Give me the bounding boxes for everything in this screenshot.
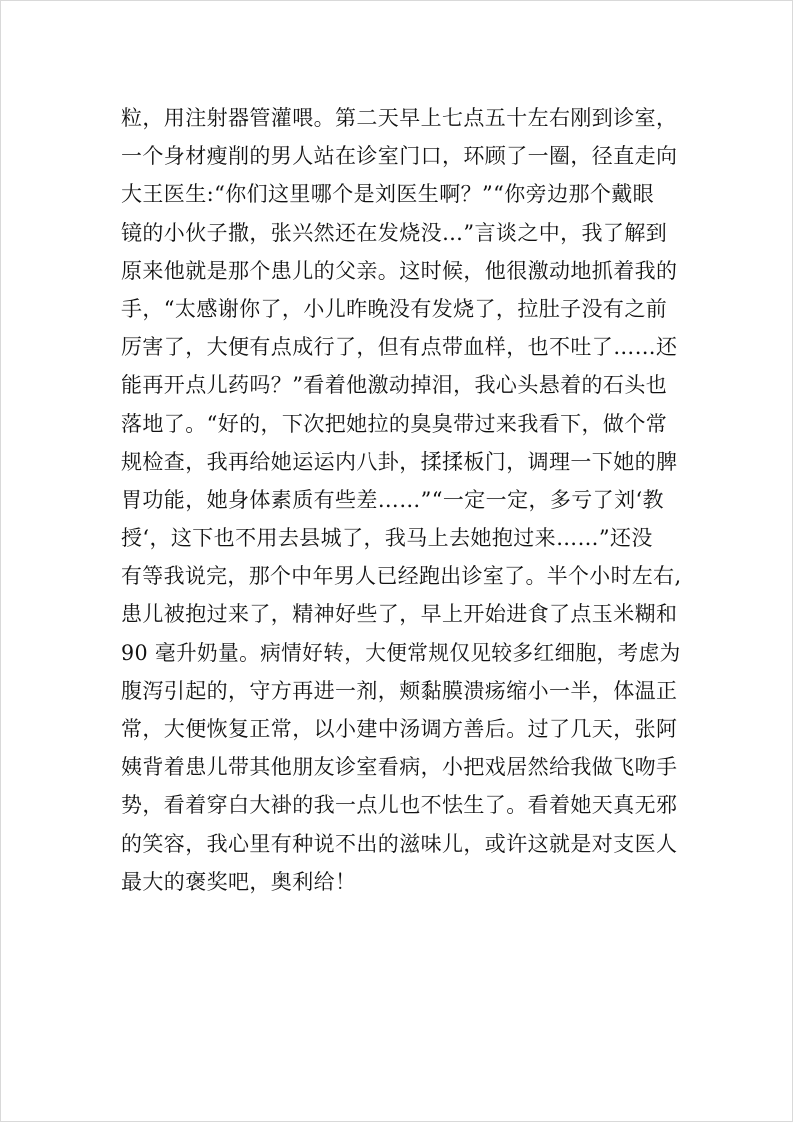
text-line: 的笑容，我心里有种说不出的滋味儿，或许这就是对支医人 bbox=[121, 831, 678, 856]
text-line: 能再开点儿药吗？”看着他激动掉泪，我心头悬着的石头也 bbox=[121, 373, 668, 398]
text-line: 姨背着患儿带其他朋友诊室看病，小把戏居然给我做飞吻手 bbox=[121, 755, 678, 780]
text-line: 患儿被抱过来了，精神好些了，早上开始进食了点玉米糊和 bbox=[121, 602, 678, 627]
text-line: 厉害了，大便有点成行了，但有点带血样，也不吐了……还 bbox=[121, 335, 678, 360]
text-line: 镜的小伙子撒，张兴然还在发烧没…”言谈之中，我了解到 bbox=[121, 220, 668, 245]
text-line: 一个身材瘦削的男人站在诊室门口，环顾了一圈，径直走向 bbox=[121, 144, 678, 169]
text-line: 粒，用注射器管灌喂。第二天早上七点五十左右刚到诊室， bbox=[121, 106, 678, 130]
text-line: 大王医生:“你们这里哪个是刘医生啊？”“你旁边那个戴眼 bbox=[121, 182, 655, 207]
text-line: 原来他就是那个患儿的父亲。这时候，他很激动地抓着我的 bbox=[121, 258, 678, 283]
text-line: 最大的褒奖吧，奥利给！ bbox=[121, 869, 357, 894]
text-line: 规检查，我再给她运运内八卦，揉揉板门，调理一下她的脾 bbox=[121, 449, 678, 474]
text-line: 落地了。“好的，下次把她拉的臭臭带过来我看下，做个常 bbox=[121, 411, 668, 436]
text-line: 90 毫升奶量。病情好转，大便常规仅见较多红细胞，考虑为 bbox=[121, 640, 681, 665]
body-text bbox=[121, 99, 681, 901]
text-line: 腹泻引起的，守方再进一剂，颊黏膜溃疡缩小一半，体温正 bbox=[121, 678, 678, 703]
text-line: 势，看着穿白大褂的我一点儿也不怯生了。看着她天真无邪 bbox=[121, 793, 678, 818]
text-line: 授‘，这下也不用去县城了，我马上去她抱过来……”还没 bbox=[121, 526, 653, 551]
text-line: 胃功能，她身体素质有些差……”“一定一定，多亏了刘‘教 bbox=[121, 487, 664, 512]
text-line: 常，大便恢复正常，以小建中汤调方善后。过了几天，张阿 bbox=[121, 717, 678, 741]
text-line: 手，“太感谢你了，小儿昨晚没有发烧了，拉肚子没有之前 bbox=[121, 296, 668, 321]
text-line: 有等我说完，那个中年男人已经跑出诊室了。半个小时左右, bbox=[121, 564, 682, 589]
